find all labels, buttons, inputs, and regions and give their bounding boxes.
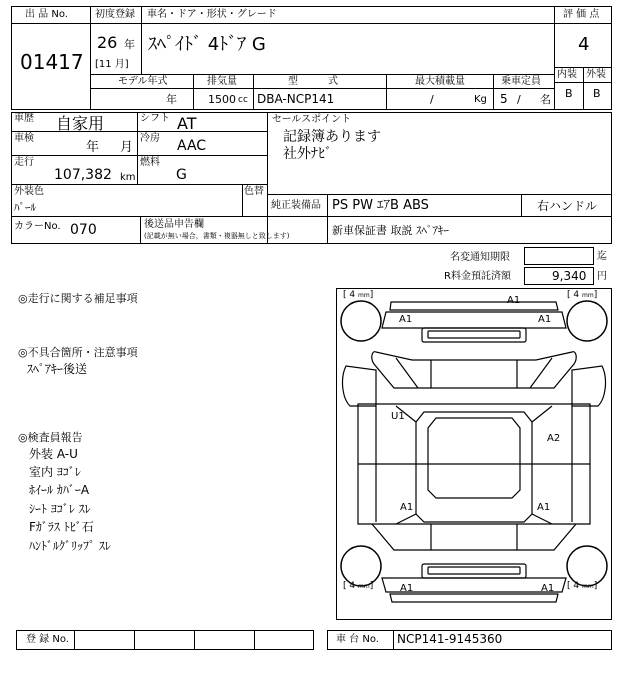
remarks-run-label: ◎走行に関する補足事項 [18,292,138,305]
equipment-value: PS PW ｴｱB ABS [332,198,429,213]
persons-unit: 名 [540,93,551,106]
score-value: 4 [578,34,590,55]
inspector-note-2: 室内 ﾖｺﾞﾚ [29,465,81,479]
tire-rl-label: [ 4 mm] [343,581,374,591]
chassis-no-label: 車 台 No. [336,634,379,645]
lot-no-label: 出 品 No. [25,9,68,20]
sales-point-2: 社外ﾅﾋﾞ [283,146,332,162]
handle-value: 右ハンドル [537,199,598,213]
name-grade-label: 車名・ドア・形状・グレード [147,9,277,20]
mileage-label: 走行 [14,157,34,168]
remarks-inspector-label: ◎検査員報告 [18,431,83,444]
mark-front-bumper-top: A1 [507,295,521,306]
inspector-note-6: ﾊﾝﾄﾞﾙｸﾞﾘｯﾌﾟ ｽﾚ [29,539,111,553]
recycle-deadline-box [524,247,594,265]
color-no-label: カラーNo. [14,221,61,232]
recycle-fee-label: R料金預託済額 [444,271,511,282]
recycle-fee-value: 9,340 [552,269,587,283]
ac-value: AAC [177,138,207,154]
mark-front-left: A1 [399,314,413,325]
capacity-slash: / [517,93,521,106]
reg-year-unit: 年 [124,38,135,51]
mark-left-rear: A1 [400,502,414,513]
sales-point-1: 記録簿あります [283,129,381,145]
history-value: 自家用 [56,114,105,133]
model-year-value: 年 [166,93,177,106]
yen-unit: 円 [597,271,607,282]
kg-unit: Kg [474,94,487,105]
max-load-value: / [430,93,434,106]
reg-year-value: 26 [97,33,118,52]
car-diagram [336,288,612,620]
shift-value: AT [177,114,197,133]
reg-no-label: 登 録 No. [26,634,69,645]
car-name-value: ｽﾍﾟｲﾄﾞ 4ﾄﾞｱ G [148,34,266,55]
model-code-value: DBA-NCP141 [257,92,335,106]
first-reg-label: 初度登録 [95,9,135,20]
post-items-value: 新車保証書 取説 ｽﾍﾟｱｷｰ [332,224,449,237]
ext-color-label: 外装色 [14,186,44,197]
inspection-month: 月 [120,140,134,155]
model-label: 型 式 [288,76,338,87]
inspection-label: 車検 [14,133,34,144]
inspector-note-5: Fｶﾞﾗｽ ﾄﾋﾞ石 [29,520,94,534]
ac-label: 冷房 [140,133,160,144]
repaint-label: 色替 [244,186,264,197]
grade-eval-label: 評 価 点 [563,9,600,20]
mark-front-right: A1 [538,314,552,325]
mark-right-rear: A1 [537,502,551,513]
exterior-label: 外装 [586,69,606,80]
tire-rr-label: [ 4 mm] [567,581,598,591]
reg-month-value: [11 月] [95,59,129,70]
capacity-value: 5 [500,92,508,106]
capacity-label: 乗車定員 [501,76,541,87]
inspector-note-1: 外装 A-U [29,447,78,461]
lot-no-value: 01417 [20,50,84,74]
chassis-no-value: NCP141-9145360 [397,632,503,646]
deadline-suffix: 迄 [597,251,607,262]
defect-note-1: ｽﾍﾟｱｷｰ後送 [27,362,88,376]
displacement-value: 1500 [208,93,236,106]
ext-color-value: ﾊﾟｰﾙ [14,201,36,214]
inspector-note-4: ｼｰﾄ ﾖｺﾞﾚ ｽﾚ [29,502,91,516]
max-load-label: 最大積載量 [415,76,465,87]
post-docs-note: (記載が無い場合，書類・複器無しと致します) [144,232,290,240]
inspector-note-3: ﾎｲｰﾙ ｶﾊﾞｰA [29,483,90,497]
fuel-value: G [176,167,187,183]
post-docs-label: 後送品申告欄 [144,219,204,230]
mileage-value: 107,382 [54,167,112,183]
mark-rear-bumper-right: A1 [541,583,555,594]
sales-points-label: セールスポイント [272,114,352,125]
fuel-label: 燃料 [140,157,160,168]
model-year-label: モデル年式 [118,76,168,87]
cc-unit: cc [238,95,248,105]
interior-score: B [565,87,573,100]
tire-fl-label: [ 4 mm] [343,290,374,300]
mark-rear-bumper-left: A1 [400,583,414,594]
mark-right-rear-door: A2 [547,433,561,444]
color-no-value: 070 [70,222,97,238]
mark-left-front-door: U1 [391,411,405,422]
shift-label: シフト [140,113,170,124]
displacement-label: 排気量 [207,76,237,87]
genuine-equip-label: 純正装備品 [271,200,321,211]
remarks-defect-label: ◎不具合箇所・注意事項 [18,346,138,359]
km-unit: km [120,172,136,183]
inspection-year: 年 [86,140,100,155]
interior-label: 内装 [557,69,577,80]
recycle-deadline-label: 名変通知期限 [450,252,510,263]
tire-fr-label: [ 4 mm] [567,290,598,300]
history-label: 車歴 [14,113,34,124]
exterior-score: B [593,87,601,100]
